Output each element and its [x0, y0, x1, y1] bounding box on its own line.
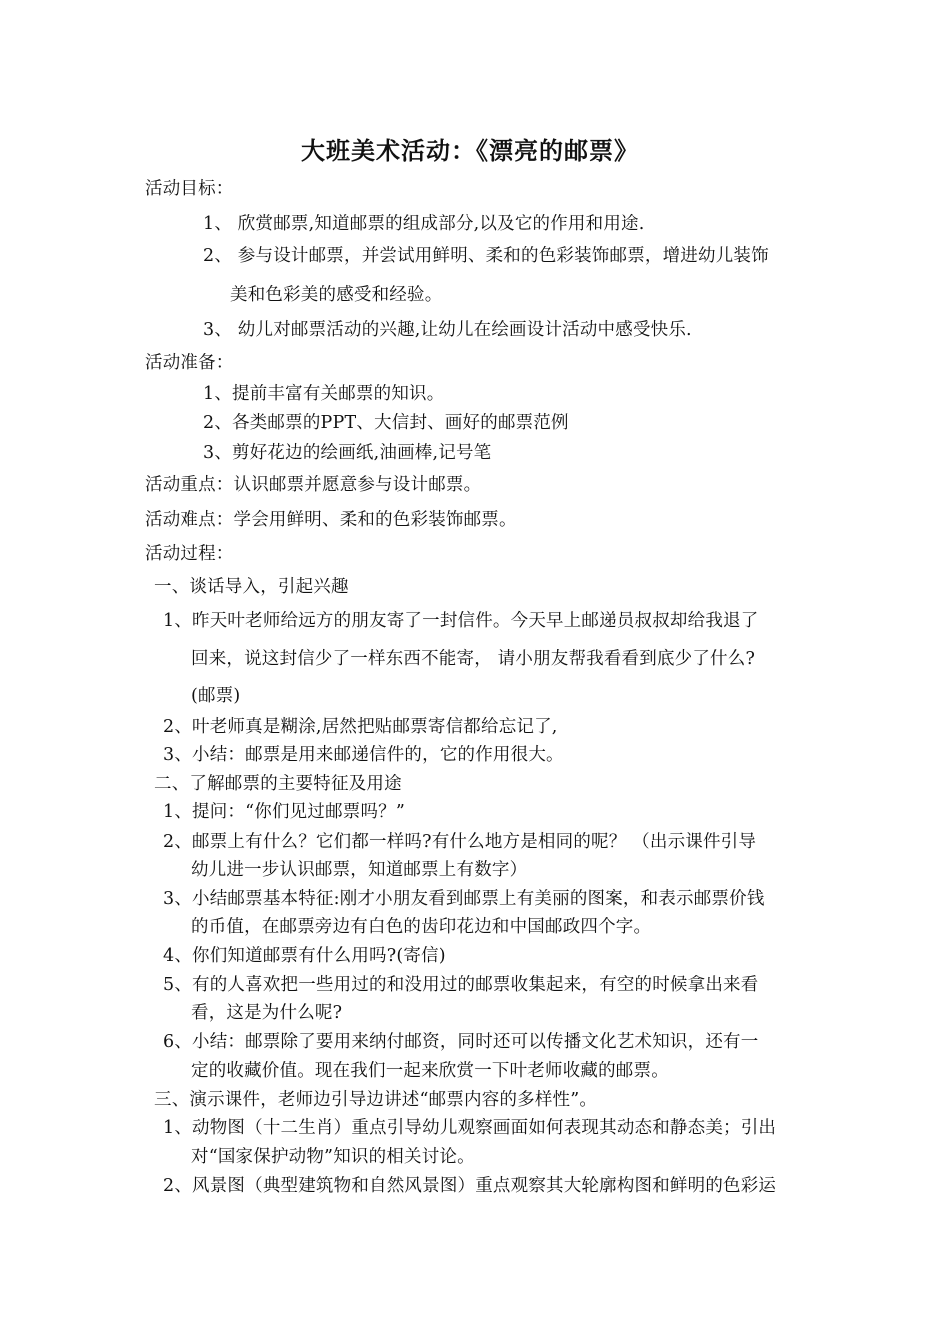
section-1-item-1-line-1: 1、昨天叶老师给远方的朋友寄了一封信件。今天早上邮递员叔叔却给我退了 — [163, 611, 759, 631]
section-2-item-4: 4、你们知道邮票有什么用吗?(寄信) — [163, 946, 446, 966]
section-1-item-3: 3、小结：邮票是用来邮递信件的，它的作用很大。 — [163, 745, 564, 765]
section-3-heading: 三、演示课件，老师边引导边讲述“邮票内容的多样性”。 — [154, 1090, 598, 1110]
prep-heading: 活动准备： — [145, 353, 234, 373]
section-2-item-3-line-1: 3、小结邮票基本特征:刚才小朋友看到邮票上有美丽的图案，和表示邮票价钱 — [163, 889, 765, 909]
section-2-item-6-line-2: 定的收藏价值。现在我们一起来欣赏一下叶老师收藏的邮票。 — [191, 1061, 669, 1081]
section-2-item-2-line-2: 幼儿进一步认识邮票，知道邮票上有数字） — [191, 860, 528, 880]
section-2-item-2-line-1: 2、邮票上有什么？它们都一样吗?有什么地方是相同的呢？ （出示课件引导 — [163, 832, 757, 852]
prep-item-3: 3、剪好花边的绘画纸,油画棒,记号笔 — [203, 443, 492, 463]
section-2-item-5-line-2: 看，这是为什么呢? — [191, 1003, 343, 1023]
goal-item-2-line-1: 2、 参与设计邮票，并尝试用鲜明、柔和的色彩装饰邮票，增进幼儿装饰 — [203, 246, 769, 266]
goal-item-3: 3、 幼儿对邮票活动的兴趣,让幼儿在绘画设计活动中感受快乐. — [203, 320, 692, 340]
section-2-heading: 二、了解邮票的主要特征及用途 — [154, 774, 402, 794]
section-1-item-2: 2、叶老师真是糊涂,居然把贴邮票寄信都给忘记了, — [163, 717, 558, 737]
goal-item-1: 1、 欣赏邮票,知道邮票的组成部分,以及它的作用和用途. — [203, 214, 645, 234]
key-point: 活动重点：认识邮票并愿意参与设计邮票。 — [145, 475, 482, 495]
section-2-item-5-line-1: 5、有的人喜欢把一些用过的和没用过的邮票收集起来，有空的时候拿出来看 — [163, 975, 759, 995]
section-1-item-1-line-3: (邮票) — [191, 686, 241, 706]
section-2-item-3-line-2: 的币值，在邮票旁边有白色的齿印花边和中国邮政四个字。 — [191, 917, 652, 937]
document-title: 大班美术活动：《漂亮的邮票》 — [301, 136, 639, 165]
section-3-item-1-line-2: 对“国家保护动物”知识的相关讨论。 — [191, 1147, 475, 1167]
process-heading: 活动过程： — [145, 544, 234, 564]
section-1-heading: 一、谈话导入，引起兴趣 — [154, 577, 349, 597]
prep-item-1: 1、提前丰富有关邮票的知识。 — [203, 384, 445, 404]
section-3-item-1-line-1: 1、动物图（十二生肖）重点引导幼儿观察画面如何表现其动态和静态美；引出 — [163, 1118, 777, 1138]
section-1-item-1-line-2: 回来，说这封信少了一样东西不能寄， 请小朋友帮我看看到底少了什么? — [191, 649, 756, 669]
goal-item-2-line-2: 美和色彩美的感受和经验。 — [230, 285, 443, 305]
section-2-item-6-line-1: 6、小结：邮票除了要用来纳付邮资，同时还可以传播文化艺术知识，还有一 — [163, 1032, 759, 1052]
section-3-item-2-line-1: 2、风景图（典型建筑物和自然风景图）重点观察其大轮廓构图和鲜明的色彩运 — [163, 1176, 777, 1196]
goals-heading: 活动目标： — [145, 179, 234, 199]
section-2-item-1: 1、提问：“你们见过邮票吗？” — [163, 802, 406, 822]
prep-item-2: 2、各类邮票的PPT、大信封、画好的邮票范例 — [203, 413, 569, 433]
difficulty: 活动难点：学会用鲜明、柔和的色彩装饰邮票。 — [145, 510, 517, 530]
